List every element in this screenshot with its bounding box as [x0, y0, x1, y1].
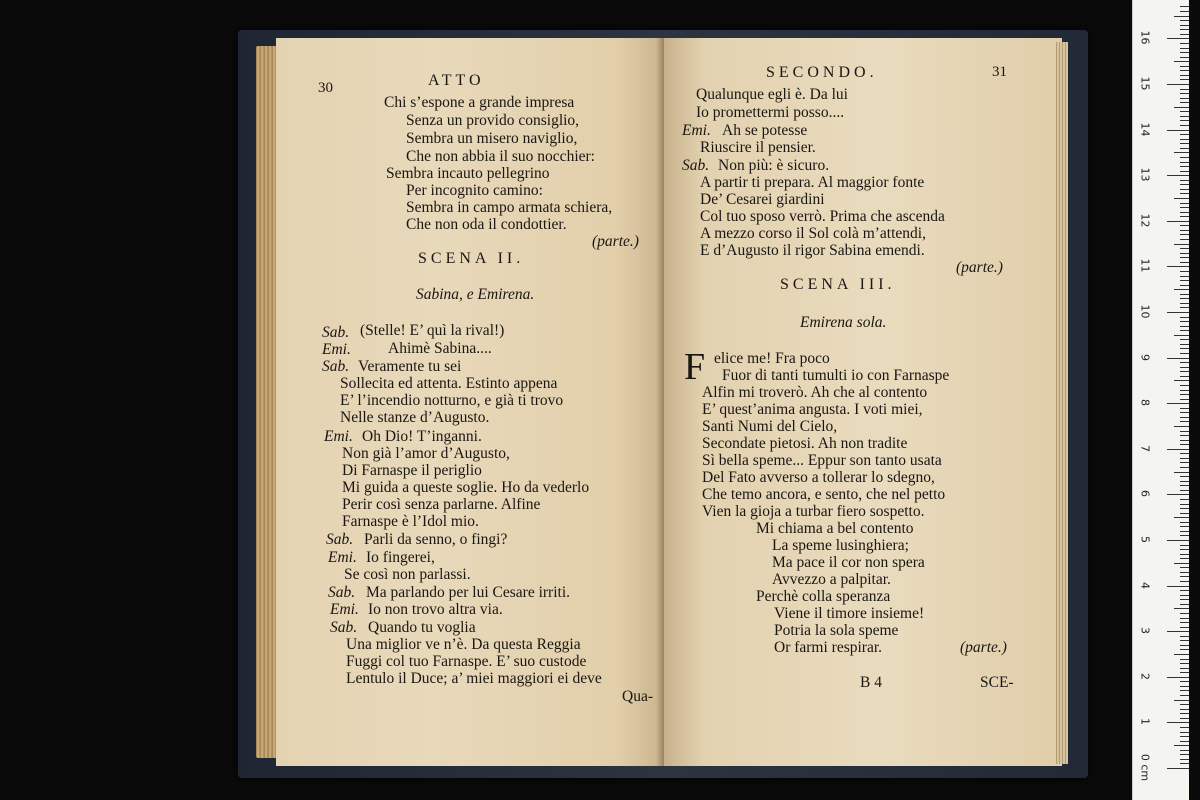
stage-direction: (parte.)	[592, 233, 639, 250]
ruler-tick	[1180, 353, 1189, 354]
ruler-tick	[1167, 403, 1189, 404]
ruler-number: 10	[1138, 304, 1152, 319]
verse-line: Viene il timore insieme!	[774, 605, 925, 622]
ruler-tick	[1180, 754, 1189, 755]
verse-line: Mi chiama a bel contento	[756, 520, 914, 537]
ruler-tick	[1180, 567, 1189, 568]
ruler-tick	[1180, 490, 1189, 491]
ruler-tick	[1180, 576, 1189, 577]
dialogue-line: Io fingerei,	[366, 549, 435, 566]
ruler-tick	[1174, 608, 1189, 609]
ruler-tick	[1180, 234, 1189, 235]
ruler-tick	[1167, 312, 1189, 313]
dialogue-line: Sollecita ed attenta. Estinto appena	[340, 375, 558, 392]
ruler-tick	[1180, 394, 1189, 395]
ruler-tick	[1180, 759, 1189, 760]
ruler-tick	[1180, 595, 1189, 596]
ruler-tick	[1180, 367, 1189, 368]
ruler-tick	[1180, 116, 1189, 117]
verse-line: elice me! Fra poco	[714, 350, 830, 367]
ruler-tick	[1174, 517, 1189, 518]
ruler-tick	[1180, 535, 1189, 536]
ruler-tick	[1180, 148, 1189, 149]
dialogue-line: Ah se potesse	[722, 122, 808, 139]
verse-line: La speme lusinghiera;	[772, 537, 909, 554]
ruler-number: 14	[1138, 122, 1152, 137]
speaker-label: Emi.	[328, 549, 357, 566]
ruler-tick	[1180, 522, 1189, 523]
ruler-number: 5	[1138, 536, 1152, 543]
ruler-tick	[1174, 380, 1189, 381]
ruler-tick	[1180, 48, 1189, 49]
ruler-tick	[1180, 622, 1189, 623]
measuring-ruler	[1132, 0, 1189, 800]
ruler-tick	[1180, 203, 1189, 204]
speaker-label: Emi.	[682, 122, 711, 139]
ruler-tick	[1174, 472, 1189, 473]
ruler-tick	[1180, 139, 1189, 140]
dialogue-line: De’ Cesarei giardini	[700, 191, 825, 208]
ruler-tick	[1180, 499, 1189, 500]
ruler-tick	[1174, 654, 1189, 655]
verse-line: Che temo ancora, e sento, che nel petto	[702, 486, 946, 503]
verse-line: Sì bella speme... Eppur son tanto usata	[702, 452, 942, 469]
ruler-tick	[1180, 248, 1189, 249]
dialogue-line: Di Farnaspe il periglio	[342, 462, 482, 479]
ruler-number: 3	[1138, 627, 1152, 635]
ruler-tick	[1180, 549, 1189, 550]
dialogue-line: Parli da senno, o fingi?	[364, 531, 508, 548]
ruler-tick	[1167, 677, 1189, 678]
dialogue-line: Qualunque egli è. Da lui	[696, 86, 848, 103]
verse-line: Sembra un misero naviglio,	[406, 130, 578, 147]
ruler-tick	[1180, 741, 1189, 742]
ruler-number: 13	[1138, 167, 1152, 182]
ruler-tick	[1180, 663, 1189, 664]
ruler-tick	[1180, 695, 1189, 696]
ruler-tick	[1174, 745, 1189, 746]
ruler-tick	[1167, 631, 1189, 632]
ruler-tick	[1180, 143, 1189, 144]
ruler-tick	[1180, 481, 1189, 482]
scene-characters: Emirena sola.	[800, 314, 887, 331]
dialogue-line: A partir ti prepara. Al maggior fonte	[700, 174, 925, 191]
ruler-tick	[1180, 718, 1189, 719]
ruler-tick	[1180, 750, 1189, 751]
ruler-tick	[1180, 440, 1189, 441]
ruler-tick	[1180, 627, 1189, 628]
ruler-tick	[1167, 358, 1189, 359]
dialogue-line: Veramente tu sei	[358, 358, 462, 375]
dialogue-line: Quando tu voglia	[368, 619, 476, 636]
ruler-tick	[1180, 66, 1189, 67]
dialogue-line: Fuggi col tuo Farnaspe. E’ suo custode	[346, 653, 587, 670]
ruler-tick	[1180, 686, 1189, 687]
dialogue-line: E d’Augusto il rigor Sabina emendi.	[700, 242, 925, 259]
ruler-tick	[1180, 180, 1189, 181]
ruler-tick	[1180, 43, 1189, 44]
ruler-tick	[1180, 558, 1189, 559]
ruler-tick	[1180, 93, 1189, 94]
verse-line: Che non oda il condottier.	[406, 216, 567, 233]
ruler-tick	[1167, 175, 1189, 176]
dialogue-line: Col tuo sposo verrò. Prima che ascenda	[700, 208, 945, 225]
ruler-tick	[1180, 25, 1189, 26]
ruler-tick	[1180, 294, 1189, 295]
dialogue-line: Io non trovo altra via.	[368, 601, 503, 618]
ruler-tick	[1180, 79, 1189, 80]
ruler-tick	[1180, 408, 1189, 409]
ruler-tick	[1180, 75, 1189, 76]
drop-cap: F	[684, 346, 706, 388]
ruler-tick	[1180, 285, 1189, 286]
ruler-tick	[1180, 98, 1189, 99]
verse-line: Fuor di tanti tumulti io con Farnaspe	[722, 367, 950, 384]
ruler-tick	[1180, 604, 1189, 605]
ruler-tick	[1180, 431, 1189, 432]
ruler-tick	[1180, 307, 1189, 308]
ruler-tick	[1180, 732, 1189, 733]
verse-line: Per incognito camino:	[406, 182, 543, 199]
ruler-tick	[1180, 599, 1189, 600]
ruler-tick	[1180, 271, 1189, 272]
ruler-tick	[1180, 89, 1189, 90]
verse-line: Alfin mi troverò. Ah che al contento	[702, 384, 928, 401]
ruler-tick	[1180, 162, 1189, 163]
verse-line: Senza un provido consiglio,	[406, 112, 580, 129]
verse-line: Vien la gioja a turbar fiero sospetto.	[702, 503, 925, 520]
ruler-tick	[1167, 449, 1189, 450]
ruler-tick	[1180, 572, 1189, 573]
ruler-tick	[1167, 221, 1189, 222]
dialogue-line: Mi guida a queste soglie. Ho da vederlo	[342, 479, 590, 496]
page-edges-right	[1056, 42, 1068, 764]
page-number: 30	[318, 80, 333, 96]
ruler-tick	[1180, 704, 1189, 705]
ruler-tick	[1180, 111, 1189, 112]
ruler-tick	[1180, 193, 1189, 194]
ruler-tick	[1180, 253, 1189, 254]
ruler-tick	[1180, 613, 1189, 614]
ruler-tick	[1180, 681, 1189, 682]
verse-line: E’ quest’anima angusta. I voti miei,	[702, 401, 923, 418]
ruler-tick	[1180, 276, 1189, 277]
dialogue-line: Oh Dio! T’inganni.	[362, 428, 482, 445]
ruler-tick	[1167, 130, 1189, 131]
ruler-tick	[1180, 348, 1189, 349]
dialogue-line: E’ l’incendio notturno, e già ti trovo	[340, 392, 564, 409]
dialogue-line: Nelle stanze d’Augusto.	[340, 409, 490, 426]
ruler-tick	[1180, 526, 1189, 527]
dialogue-line: Se così non parlassi.	[344, 566, 471, 583]
speaker-label: Emi.	[322, 341, 351, 358]
ruler-tick	[1180, 640, 1189, 641]
dialogue-line: Ma parlando per lui Cesare irriti.	[366, 584, 571, 601]
ruler-number: 16	[1138, 30, 1152, 45]
catchword: SCE-	[980, 674, 1014, 691]
ruler-tick	[1174, 426, 1189, 427]
verse-line: Perchè colla speranza	[756, 588, 891, 605]
ruler-tick	[1180, 504, 1189, 505]
ruler-number: 15	[1138, 76, 1152, 91]
speaker-label: Sab.	[326, 531, 354, 548]
ruler-tick	[1167, 38, 1189, 39]
ruler-tick	[1180, 421, 1189, 422]
ruler-tick	[1180, 417, 1189, 418]
speaker-label: Sab.	[330, 619, 358, 636]
ruler-tick	[1180, 513, 1189, 514]
ruler-tick	[1180, 6, 1189, 7]
ruler-tick	[1167, 722, 1189, 723]
ruler-tick	[1180, 262, 1189, 263]
ruler-tick	[1167, 586, 1189, 587]
ruler-tick	[1180, 412, 1189, 413]
speaker-label: Emi.	[324, 428, 353, 445]
ruler-tick	[1180, 763, 1189, 764]
ruler-tick	[1180, 590, 1189, 591]
ruler-tick	[1180, 317, 1189, 318]
ruler-number: 0 cm	[1138, 753, 1152, 782]
ruler-tick	[1180, 344, 1189, 345]
dialogue-line: Riuscire il pensier.	[700, 139, 816, 156]
scene-title: SCENA II.	[418, 250, 525, 267]
ruler-tick	[1180, 485, 1189, 486]
ruler-tick	[1180, 709, 1189, 710]
verse-line: Sembra in campo armata schiera,	[406, 199, 613, 216]
ruler-number: 6	[1138, 490, 1152, 498]
page-number: 31	[992, 64, 1007, 80]
ruler-tick	[1180, 435, 1189, 436]
ruler-tick	[1180, 29, 1189, 30]
ruler-tick	[1180, 390, 1189, 391]
ruler-tick	[1180, 326, 1189, 327]
ruler-tick	[1180, 458, 1189, 459]
ruler-tick	[1180, 321, 1189, 322]
ruler-tick	[1180, 581, 1189, 582]
running-header: ATTO	[428, 72, 485, 89]
ruler-tick	[1174, 152, 1189, 153]
verse-line: Secondate pietosi. Ah non tradite	[702, 435, 908, 452]
ruler-tick	[1180, 618, 1189, 619]
right-page	[664, 38, 1062, 766]
ruler-tick	[1180, 57, 1189, 58]
ruler-tick	[1180, 207, 1189, 208]
ruler-tick	[1180, 70, 1189, 71]
ruler-tick	[1180, 453, 1189, 454]
ruler-tick	[1180, 339, 1189, 340]
ruler-tick	[1180, 531, 1189, 532]
ruler-tick	[1180, 11, 1189, 12]
ruler-tick	[1167, 494, 1189, 495]
scene-characters: Sabina, e Emirena.	[416, 286, 535, 303]
ruler-tick	[1180, 399, 1189, 400]
ruler-tick	[1180, 34, 1189, 35]
dialogue-line: Perir così senza parlarne. Alfine	[342, 496, 541, 513]
ruler-tick	[1180, 668, 1189, 669]
ruler-tick	[1180, 362, 1189, 363]
ruler-tick	[1174, 107, 1189, 108]
verse-line: Santi Numi del Cielo,	[702, 418, 838, 435]
ruler-tick	[1180, 166, 1189, 167]
speaker-label: Sab.	[322, 324, 350, 341]
catchword: Qua-	[622, 688, 653, 705]
ruler-tick	[1180, 157, 1189, 158]
ruler-tick	[1180, 216, 1189, 217]
ruler-tick	[1180, 690, 1189, 691]
ruler-tick	[1180, 230, 1189, 231]
verse-line: Ma pace il cor non spera	[772, 554, 925, 571]
ruler-number: 12	[1138, 213, 1152, 228]
ruler-tick	[1180, 184, 1189, 185]
verse-line: Del Fato avverso a tollerar lo sdegno,	[702, 469, 935, 486]
ruler-number: 2	[1138, 672, 1152, 680]
verse-line: Chi s’espone a grande impresa	[384, 94, 575, 111]
speaker-label: Sab.	[322, 358, 350, 375]
ruler-tick	[1180, 125, 1189, 126]
ruler-tick	[1174, 563, 1189, 564]
ruler-tick	[1180, 545, 1189, 546]
ruler-tick	[1180, 134, 1189, 135]
ruler-tick	[1180, 280, 1189, 281]
ruler-number: 8	[1138, 399, 1152, 407]
running-header: SECONDO.	[766, 64, 878, 81]
ruler-tick	[1167, 266, 1189, 267]
ruler-number: 9	[1138, 353, 1152, 361]
ruler-tick	[1180, 298, 1189, 299]
speaker-label: Sab.	[328, 584, 356, 601]
signature-mark: B 4	[860, 674, 882, 691]
ruler-tick	[1180, 212, 1189, 213]
dialogue-line: Ahimè Sabina....	[388, 340, 492, 357]
ruler-tick	[1180, 645, 1189, 646]
ruler-number: 1	[1138, 718, 1152, 726]
ruler-tick	[1180, 649, 1189, 650]
ruler-tick	[1180, 508, 1189, 509]
ruler-tick	[1167, 84, 1189, 85]
scene-title: SCENA III.	[780, 276, 896, 293]
dialogue-line: (Stelle! E’ quì la rival!)	[360, 322, 505, 339]
ruler-tick	[1180, 371, 1189, 372]
verse-line: Potria la sola speme	[774, 622, 899, 639]
dialogue-line: Farnaspe è l’Idol mio.	[342, 513, 479, 530]
stage-direction: (parte.)	[960, 639, 1007, 656]
ruler-tick	[1180, 444, 1189, 445]
ruler-tick	[1180, 736, 1189, 737]
ruler-tick	[1174, 335, 1189, 336]
dialogue-line: A mezzo corso il Sol colà m’attendi,	[700, 225, 926, 242]
ruler-tick	[1174, 16, 1189, 17]
ruler-tick	[1180, 189, 1189, 190]
verse-line: Avvezzo a palpitar.	[772, 571, 891, 588]
ruler-tick	[1180, 727, 1189, 728]
ruler-tick	[1180, 303, 1189, 304]
verse-line: Che non abbia il suo nocchier:	[406, 148, 595, 165]
stage-direction: (parte.)	[956, 259, 1003, 276]
speaker-label: Sab.	[682, 157, 710, 174]
ruler-number: 4	[1138, 581, 1152, 589]
dialogue-line: Lentulo il Duce; a’ miei maggiori ei deve	[346, 670, 602, 687]
dialogue-line: Non già l’amor d’Augusto,	[342, 445, 510, 462]
ruler-tick	[1174, 244, 1189, 245]
ruler-tick	[1180, 376, 1189, 377]
ruler-tick	[1180, 52, 1189, 53]
ruler-tick	[1180, 120, 1189, 121]
ruler-tick	[1174, 198, 1189, 199]
ruler-number: 11	[1138, 258, 1152, 273]
ruler-tick	[1174, 289, 1189, 290]
ruler-tick	[1180, 20, 1189, 21]
ruler-tick	[1167, 768, 1189, 769]
ruler-tick	[1180, 659, 1189, 660]
ruler-tick	[1180, 462, 1189, 463]
ruler-tick	[1180, 225, 1189, 226]
ruler-tick	[1180, 672, 1189, 673]
ruler-tick	[1180, 467, 1189, 468]
ruler-number: 7	[1138, 444, 1152, 452]
dialogue-line: Una miglior ve n’è. Da questa Reggia	[346, 636, 581, 653]
ruler-tick	[1180, 713, 1189, 714]
speaker-label: Emi.	[330, 601, 359, 618]
verse-line: Or farmi respirar.	[774, 639, 883, 656]
ruler-tick	[1167, 540, 1189, 541]
ruler-tick	[1180, 257, 1189, 258]
left-page	[276, 38, 664, 766]
ruler-tick	[1180, 636, 1189, 637]
ruler-tick	[1174, 700, 1189, 701]
ruler-tick	[1174, 61, 1189, 62]
ruler-tick	[1180, 102, 1189, 103]
ruler-tick	[1180, 330, 1189, 331]
ruler-tick	[1180, 239, 1189, 240]
ruler-tick	[1180, 385, 1189, 386]
verse-line: Sembra incauto pellegrino	[386, 165, 550, 182]
dialogue-line: Non più: è sicuro.	[718, 157, 830, 174]
ruler-tick	[1180, 554, 1189, 555]
ruler-tick	[1180, 171, 1189, 172]
ruler-tick	[1180, 476, 1189, 477]
dialogue-line: Io promettermi posso....	[696, 104, 845, 121]
